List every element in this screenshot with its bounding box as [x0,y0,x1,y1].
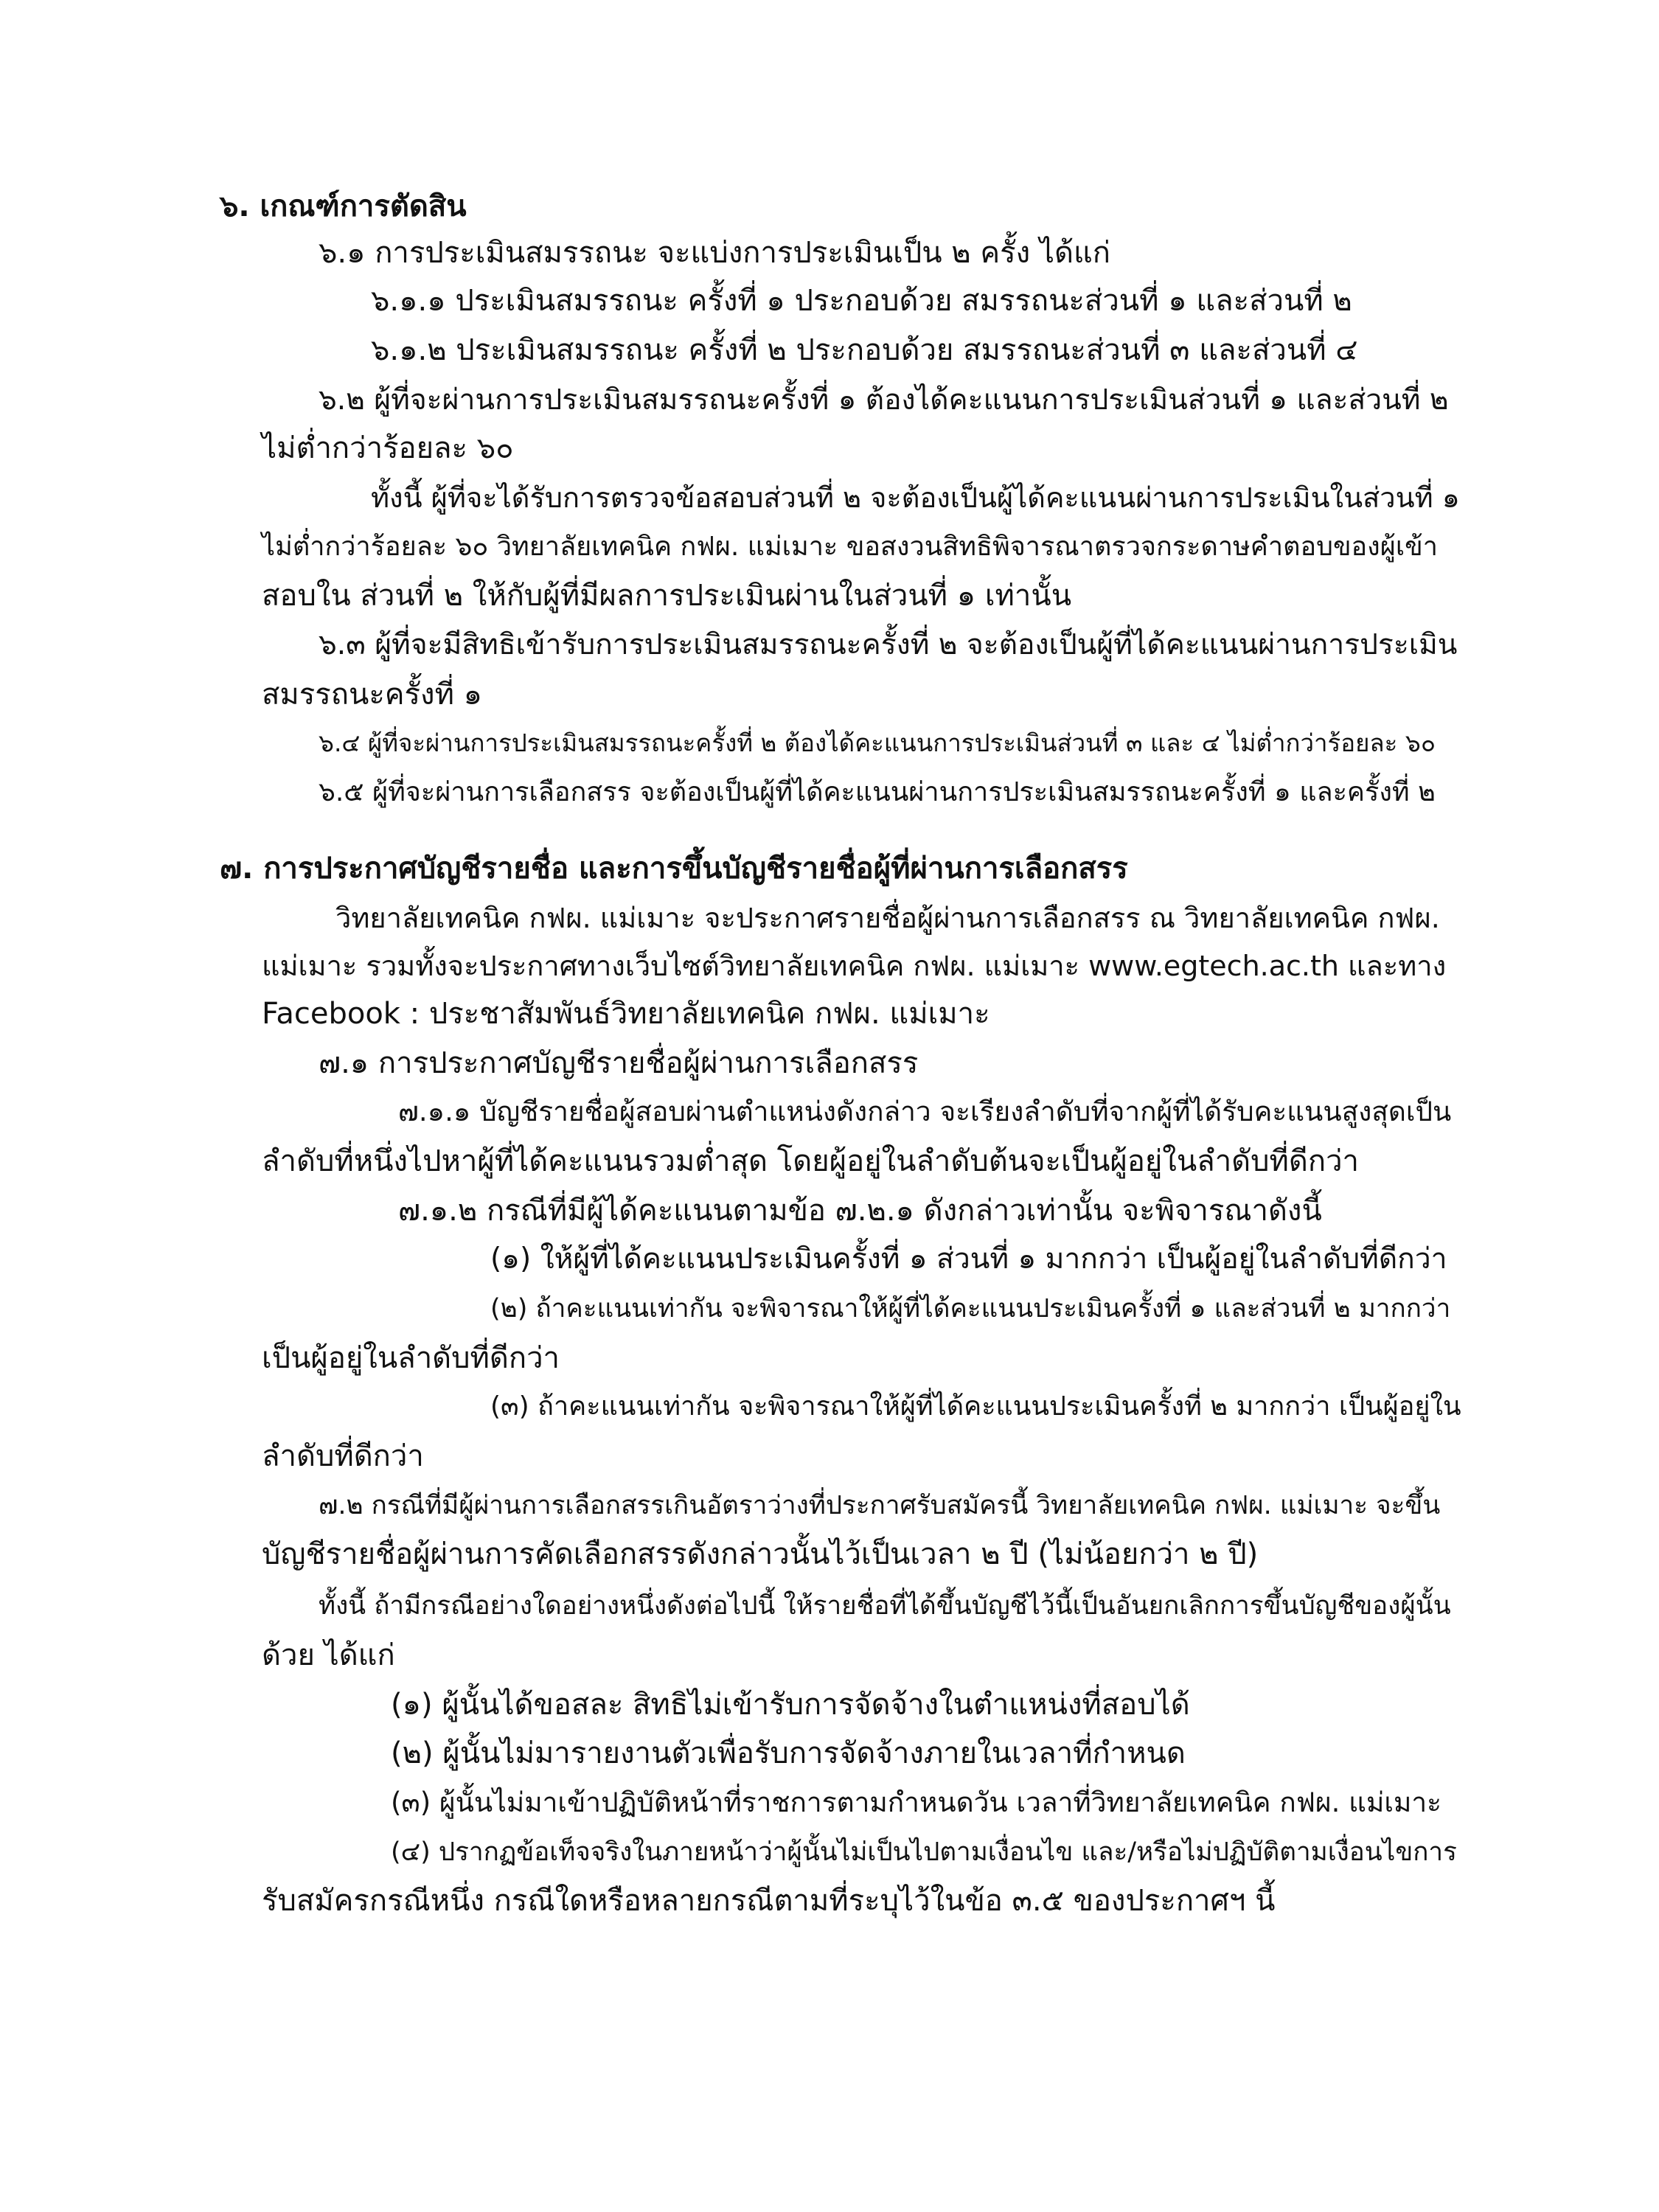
intro-line-2: แม่เมาะ รวมทั้งจะประกาศทางเว็บไซต์วิทยาลัยเทคนิค กฟผ. แม่เมาะ www.egtech.ac.th และทาง [262,950,1447,982]
clause-6-3-line-1: ๖.๓ ผู้ที่จะมีสิทธิเข้ารับการประเมินสมรรถนะครั้งที่ ๒ จะต้องเป็นผู้ที่ได้คะแนนผ่านการประเมิน [319,628,1458,661]
cancellation-line-2: ด้วย ได้แก่ [262,1638,395,1672]
section-6-heading: ๖. เกณฑ์การตัดสิน [220,189,467,223]
clause-6-1-2: ๖.๑.๒ ประเมินสมรรถนะ ครั้งที่ ๒ ประกอบด้วย สมรรถนะส่วนที่ ๓ และส่วนที่ ๔ [371,333,1358,367]
note-line-3: สอบใน ส่วนที่ ๒ ให้กับผู้ที่มีผลการประเมินผ่านในส่วนที่ ๑ เท่านั้น [262,579,1072,613]
intro-line-3: Facebook : ประชาสัมพันธ์วิทยาลัยเทคนิค กฟผ. แม่เมาะ [262,997,990,1031]
cancellation-line-1: ทั้งนี้ ถ้ามีกรณีอย่างใดอย่างหนึ่งดังต่อไปนี้ ให้รายชื่อที่ได้ขึ้นบัญชีไว้นี้เป็นอันยกเลิกการขึ้นบัญชีของผู้นั้น [319,1591,1451,1621]
note-line-1: ทั้งนี้ ผู้ที่จะได้รับการตรวจข้อสอบส่วนที่ ๒ จะต้องเป็นผู้ได้คะแนนผ่านการประเมินในส่วนที่ ๑ [371,481,1460,514]
clause-6-5: ๖.๕ ผู้ที่จะผ่านการเลือกสรร จะต้องเป็นผู้ที่ได้คะแนนผ่านการประเมินสมรรถนะครั้งที่ ๑ และครั้งที่ ๒ [319,777,1436,807]
clause-6-1-1: ๖.๑.๑ ประเมินสมรรถนะ ครั้งที่ ๑ ประกอบด้วย สมรรถนะส่วนที่ ๑ และส่วนที่ ๒ [371,284,1352,318]
reason-2: (๒) ผู้นั้นไม่มารายงานตัวเพื่อรับการจัดจ้างภายในเวลาที่กำหนด [391,1736,1186,1770]
intro-line-1: วิทยาลัยเทคนิค กฟผ. แม่เมาะ จะประกาศรายชื่อผู้ผ่านการเลือกสรร ณ วิทยาลัยเทคนิค กฟผ. [335,902,1440,934]
reason-4-line-1: (๔) ปรากฏข้อเท็จจริงในภายหน้าว่าผู้นั้นไม่เป็นไปตามเงื่อนไข และ/หรือไม่ปฏิบัติตามเงื่อนไขการ [391,1837,1457,1867]
criterion-2-line-1: (๒) ถ้าคะแนนเท่ากัน จะพิจารณาให้ผู้ที่ได้คะแนนประเมินครั้งที่ ๑ และส่วนที่ ๒ มากกว่า [490,1294,1451,1324]
clause-7-1: ๗.๑ การประกาศบัญชีรายชื่อผู้ผ่านการเลือกสรร [319,1046,919,1080]
clause-6-1: ๖.๑ การประเมินสมรรถนะ จะแบ่งการประเมินเป็น ๒ ครั้ง ได้แก่ [319,236,1110,270]
reason-3: (๓) ผู้นั้นไม่มาเข้าปฏิบัติหน้าที่ราชการตามกำหนดวัน เวลาที่วิทยาลัยเทคนิค กฟผ. แม่เมาะ [391,1787,1442,1818]
clause-7-1-2: ๗.๑.๒ กรณีที่มีผู้ได้คะแนนตามข้อ ๗.๒.๑ ดังกล่าวเท่านั้น จะพิจารณาดังนี้ [398,1194,1322,1228]
clause-6-3-line-2: สมรรถนะครั้งที่ ๑ [262,678,483,712]
clause-7-1-1-line-1: ๗.๑.๑ บัญชีรายชื่อผู้สอบผ่านตำแหน่งดังกล่าว จะเรียงลำดับที่จากผู้ที่ได้รับคะแนนสูงสุดเป็น [398,1096,1452,1127]
clause-6-2-line-2: ไม่ต่ำกว่าร้อยละ ๖๐ [262,431,514,465]
clause-7-1-1-line-2: ลำดับที่หนึ่งไปหาผู้ที่ได้คะแนนรวมต่ำสุด โดยผู้อยู่ในลำดับต้นจะเป็นผู้อยู่ในลำดับที่ดีกว่า [262,1144,1360,1178]
reason-1: (๑) ผู้นั้นได้ขอสละ สิทธิไม่เข้ารับการจัดจ้างในตำแหน่งที่สอบได้ [391,1688,1190,1722]
note-line-2: ไม่ต่ำกว่าร้อยละ ๖๐ วิทยาลัยเทคนิค กฟผ. แม่เมาะ ขอสงวนสิทธิพิจารณาตรวจกระดาษคำตอบของผู้เข้า [262,532,1438,562]
reason-4-line-2: รับสมัครกรณีหนึ่ง กรณีใดหรือหลายกรณีตามที่ระบุไว้ในข้อ ๓.๕ ของประกาศฯ นี้ [262,1884,1276,1918]
clause-7-2-line-2: บัญชีรายชื่อผู้ผ่านการคัดเลือกสรรดังกล่าวนั้นไว้เป็นเวลา ๒ ปี (ไม่น้อยกว่า ๒ ปี) [262,1537,1259,1571]
criterion-3-line-1: (๓) ถ้าคะแนนเท่ากัน จะพิจารณาให้ผู้ที่ได้คะแนนประเมินครั้งที่ ๒ มากกว่า เป็นผู้อยู่ใน [490,1391,1461,1422]
clause-6-2-line-1: ๖.๒ ผู้ที่จะผ่านการประเมินสมรรถนะครั้งที่ ๑ ต้องได้คะแนนการประเมินส่วนที่ ๑ และส่วนที่ ๒ [319,383,1449,417]
criterion-3-line-2: ลำดับที่ดีกว่า [262,1439,424,1473]
clause-6-4: ๖.๔ ผู้ที่จะผ่านการประเมินสมรรถนะครั้งที่ ๒ ต้องได้คะแนนการประเมินส่วนที่ ๓ และ ๔ ไม่ต่ำกว่าร้อยละ ๖๐ [319,728,1436,757]
section-7-heading: ๗. การประกาศบัญชีรายชื่อ และการขึ้นบัญชีรายชื่อผู้ที่ผ่านการเลือกสรร [220,852,1128,886]
criterion-2-line-2: เป็นผู้อยู่ในลำดับที่ดีกว่า [262,1341,560,1375]
criterion-1: (๑) ให้ผู้ที่ได้คะแนนประเมินครั้งที่ ๑ ส่วนที่ ๑ มากกว่า เป็นผู้อยู่ในลำดับที่ดีกว่า [490,1242,1447,1276]
clause-7-2-line-1: ๗.๒ กรณีที่มีผู้ผ่านการเลือกสรรเกินอัตราว่างที่ประกาศรับสมัครนี้ วิทยาลัยเทคนิค กฟผ. แม่เมาะ จะขึ้น [319,1491,1441,1520]
